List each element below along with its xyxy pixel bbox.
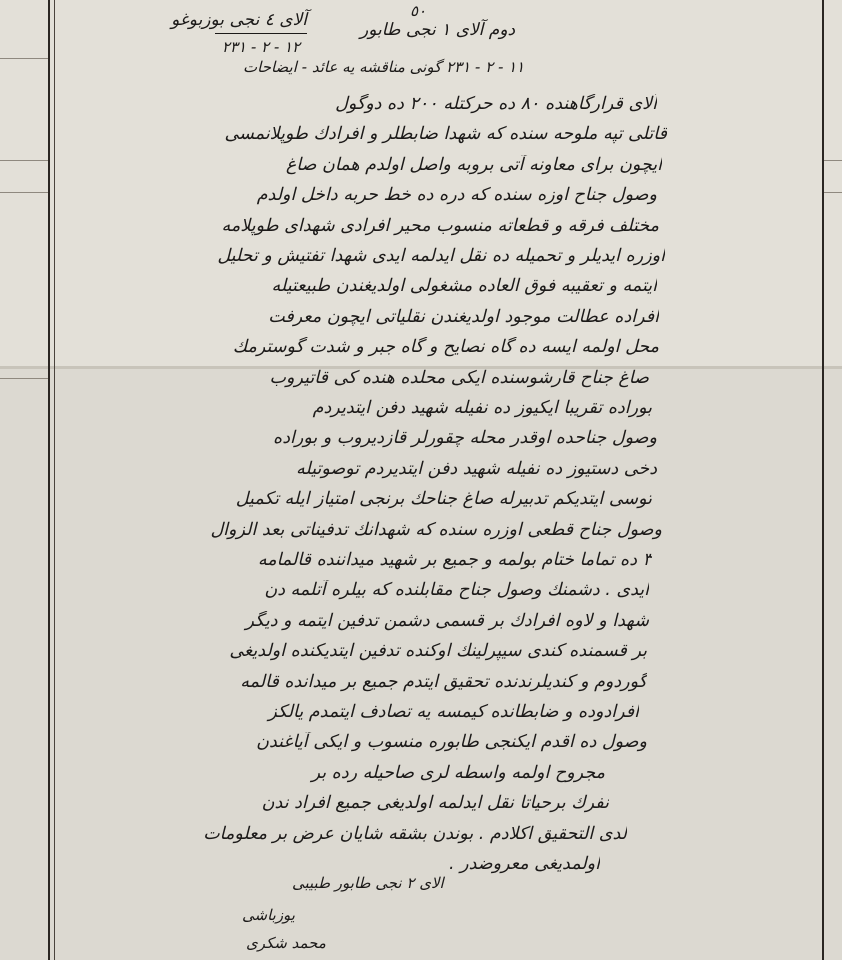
signature-name: محمد شکری [246,934,326,952]
body-text-line: مجروح اولمه واسطه لری صاحیله رده بر [311,762,605,783]
header-underline [215,33,307,34]
body-text-line: افراده عطالت موجود اولدیغندن نقلیاتی ایچون معرفت [268,306,659,327]
body-text-line: ایچون برای معاونه آتی بروبه واصل اولدم همان صاغ [285,154,662,175]
signature-title: الای ٢ نجی طابور طبیبی [292,874,444,892]
header-unit: آلای ٤ نجی بوزبوغو [171,10,307,30]
body-text-line: گوردوم و کندیلرندنده تحقیق ایتدم جمیع بر میدانده قالمه [240,671,647,692]
body-text-line: وصول ده اقدم ایکنجی طابوره منسوب و ایکی آیاغندن [256,732,647,753]
body-text-line: صاغ جناح قارشوسنده ایکی محلده هنده کی قاتیروب [269,367,649,388]
body-text-line: افرادوده و ضابطانده کیمسه یه تصادف ایتمدم یالکز [268,702,639,722]
body-text-line: دخی دستیوز ده نفیله شهید دفن ایتدیردم توصوتیله [296,458,657,479]
header-date: ۲۳۱ - ۲ - ۱۲ [221,38,301,56]
body-text-line: توسی ایتدیکم تدبیرله صاغ جناحك برنجی امتیاز ایله تکمیل [235,489,652,510]
body-text-line: شهدا و لاوه افرادك بر قسمی دشمن تدفین ایتمه و دیگر [245,610,649,631]
body-text-line: لدی التحقیق اکلادم . بوندن بشقه شایان عرض بر معلومات [203,823,627,844]
body-text-line: نفرك برحیاتا نقل ایدلمه اولدیغی جمیع افراد ندن [261,793,609,814]
body-text-line: وصول جناحده اوقدر محله چقورلر قازدیروب و بوراده [273,428,657,449]
subject-line: ١١ - ٢ - ٢٣١ گونی مناقشه یه عائد - ایضاحات [243,58,525,76]
body-text-line: ایدی . دشمنك وصول جناح مقابلنده که بیلره آتلمه دن [264,580,649,601]
header-number: ٥٠ [410,2,427,20]
body-text-line: وصول جناح قطعی اوزره سنده که شهدانك تدفیناتی بعد الزوال [210,519,662,540]
body-text-line: وصول جناح اوزه سنده که دره ده خط حربه داخل اولدم [256,185,657,206]
body-text-line: ۳ ده تماما ختام بولمه و جمیع بر شهید میداننده قالمامه [257,550,652,570]
body-text-line: آلای قرارگاهنده ۸۰ ده حرکتله ٢٠٠ ده دوگول [335,94,657,114]
signature-rank: یوزباشی [242,906,295,924]
body-text-line: اوزره ایدیلر و تحمیله ده نقل ایدلمه ایدی شهدا تفتیش و تحلیل [217,246,665,266]
body-text-line: مختلف فرقه و قطعاته منسوب محیر افرادی شهدای طوپلامه [221,215,659,236]
body-text-line: بوراده تقریبا ایکیوز ده نفیله شهید دفن ایتدیردم [312,398,652,418]
body-text-line: بر قسمنده کندی سیپرلینك اوکنده تدفین ایتدیکنده اولدیغی [229,641,647,662]
body-text-line: قاتلی تپه ملوحه سنده که شهدا ضابطلر و افرادك طوپلانمسی [224,124,667,145]
body-text-line: اولمدیغی معروضدر . [449,854,600,874]
body-text-line: ایتمه و تعقیبه فوق العاده مشغولی اولدیغندن طبیعتیله [271,276,657,297]
header-title: دوم آلای ١ نجی طابور [360,20,516,40]
body-text-line: محل اولمه ایسه ده گاه نصایح و گاه جبر و شدت گوسترمك [232,337,659,358]
